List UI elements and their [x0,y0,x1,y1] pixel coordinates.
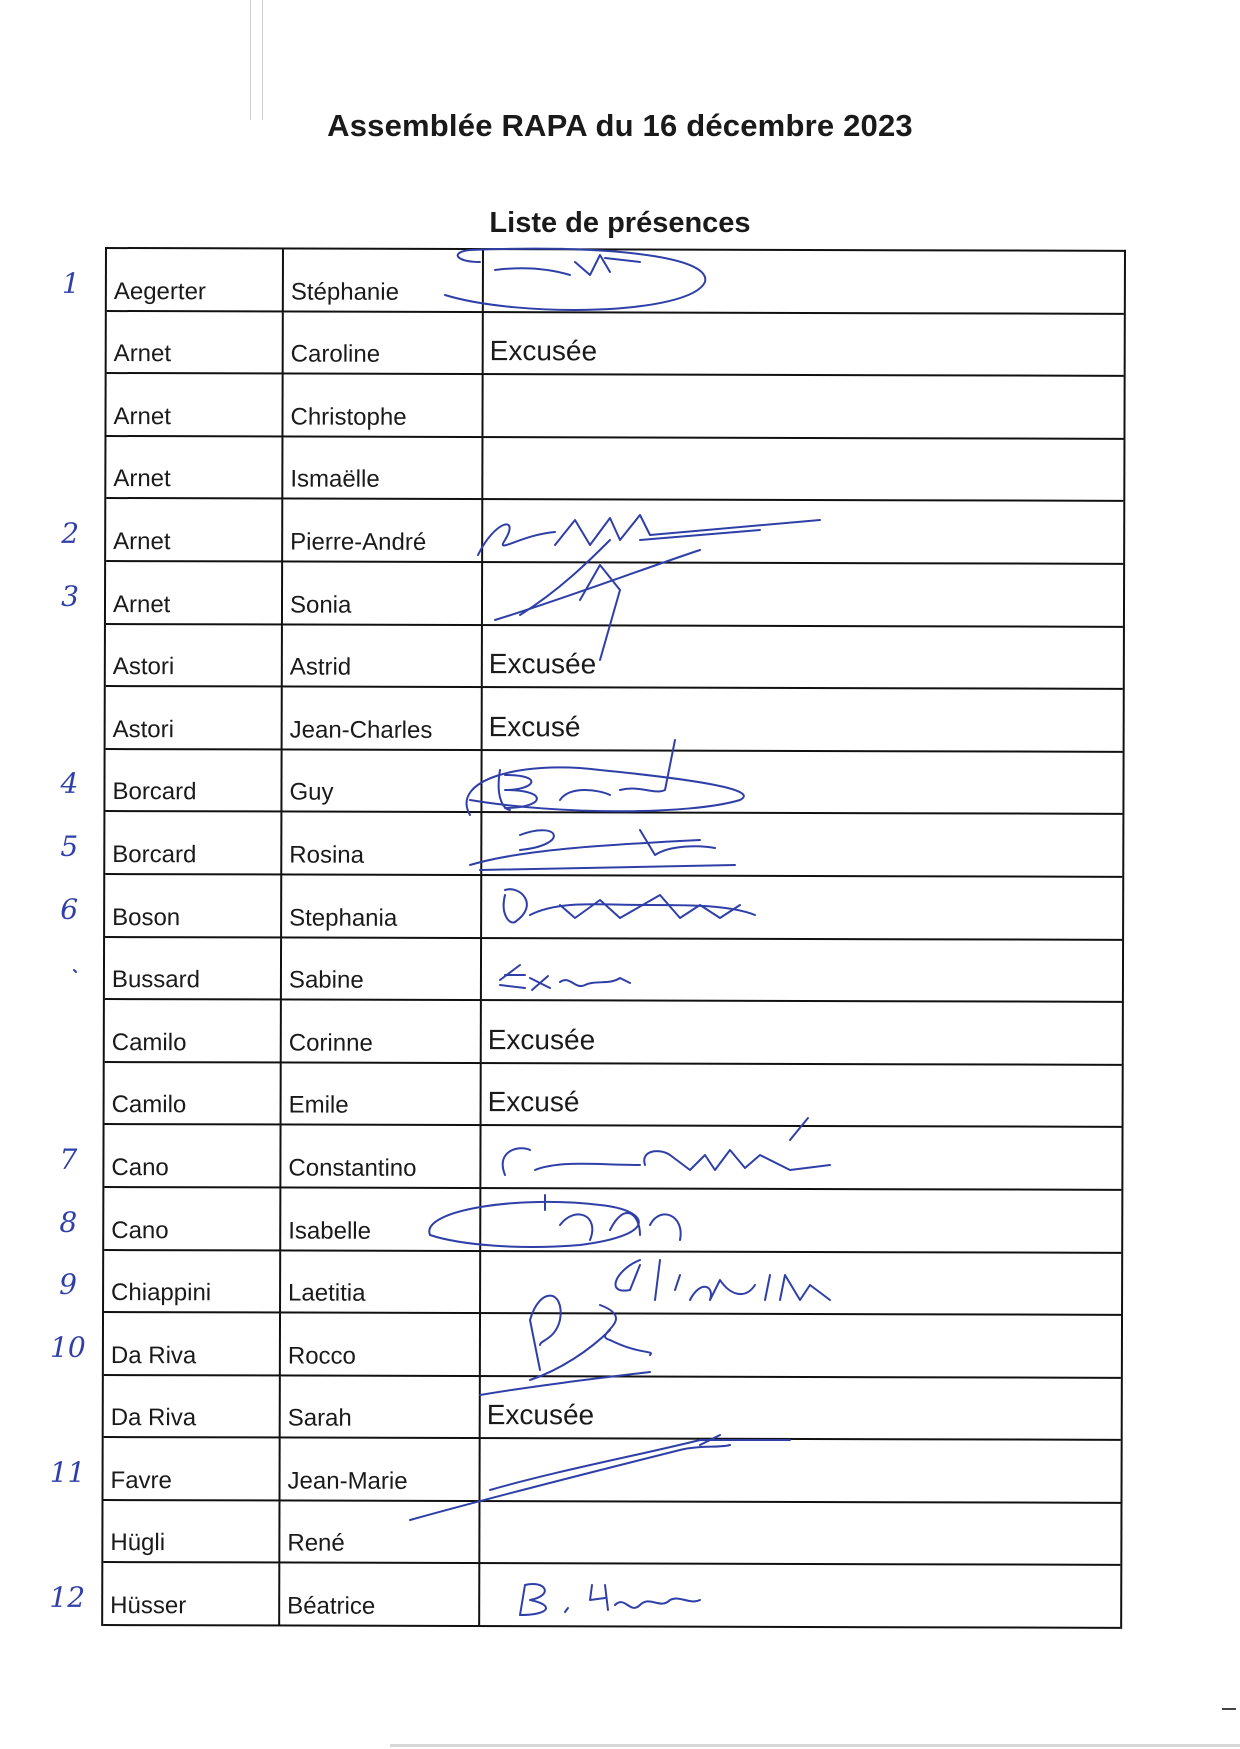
signature-status-cell [482,813,1122,875]
first-name-cell: Pierre-André [283,500,483,561]
table-row [59,1125,1121,1190]
last-name-cell: Da Riva [104,1376,281,1437]
document-title: Assemblée RAPA du 16 décembre 2023 [327,108,913,143]
table-row [61,499,1123,564]
attendee-number: 5 [60,829,79,863]
table-row [106,625,1123,690]
signature-status-cell [483,375,1123,437]
first-name-cell: Sabine [282,938,482,999]
last-name-cell: Arnet [107,312,284,373]
signature-status-cell [481,1126,1121,1188]
table-row [59,1251,1121,1316]
signature-status-cell [480,1565,1120,1627]
first-name-cell: Sonia [283,562,483,623]
table-row [106,374,1123,439]
first-name-cell: Constantino [281,1126,481,1187]
first-name-cell: Rocco [281,1314,481,1375]
table-row [59,1188,1121,1253]
table-row [105,1000,1122,1065]
table-row [60,750,1122,815]
table-row [105,1063,1122,1128]
first-name-cell: Isabelle [281,1188,481,1249]
signature-status-cell [482,939,1122,1001]
document-subtitle: Liste de présences [489,207,751,239]
last-name-cell: Aegerter [107,249,284,310]
last-name-cell: Camilo [105,1000,282,1061]
table-row [60,812,1122,877]
signature-status-cell [483,500,1123,562]
scan-mark [1222,1708,1236,1710]
attendee-number: 2 [61,516,80,550]
first-name-cell: Jean-Charles [283,688,483,749]
table-row [50,1313,1121,1378]
first-name-cell: Astrid [283,625,483,686]
table-row [49,1563,1120,1628]
signature-status-cell: Excusé [488,710,581,743]
last-name-cell: Arnet [106,499,283,560]
attendee-number: 10 [50,1330,86,1364]
last-name-cell: Bussard [105,938,282,999]
first-name-cell: Emile [282,1063,482,1124]
last-name-cell: Astori [106,687,283,748]
attendee-number: 3 [61,579,79,613]
last-name-cell: Boson [105,875,282,936]
signature-status-cell: Excusée [486,1399,595,1431]
signature-status-cell [481,1314,1121,1376]
first-name-cell: Béatrice [280,1564,480,1625]
scan-artifact [250,0,251,120]
signature-status-cell: Excusée [487,1023,596,1056]
last-name-cell: Da Riva [104,1313,281,1374]
signature-status-cell [481,1439,1121,1501]
signature-status-cell [480,1502,1120,1564]
signature-status-cell [483,563,1123,625]
table-row [49,1438,1120,1503]
attendee-number: 9 [59,1267,78,1302]
last-name-cell: Borcard [105,812,282,873]
last-name-cell: Cano [104,1125,281,1186]
last-name-cell: Favre [104,1438,281,1499]
first-name-cell: René [280,1501,480,1562]
first-name-cell: Guy [282,750,482,811]
signature-status-cell [482,876,1122,938]
table-row [60,875,1122,940]
first-name-cell: Stéphanie [284,249,484,310]
attendee-number: 1 [61,266,80,300]
table-row [61,249,1124,314]
scan-edge [390,1744,1240,1747]
attendee-number: 11 [49,1455,86,1489]
first-name-cell: Stephania [282,875,482,936]
scan-speck [74,970,76,972]
attendee-number: 6 [60,892,79,926]
signature-status-cell: Excusé [487,1086,580,1118]
last-name-cell: Astori [106,625,283,686]
attendee-number: 7 [59,1142,78,1176]
table-row [106,687,1123,752]
first-name-cell: Laetitia [281,1251,481,1312]
scan-artifact [262,0,263,120]
last-name-cell: Arnet [106,437,283,498]
first-name-cell: Corinne [282,1001,482,1062]
last-name-cell: Chiappini [104,1251,281,1312]
attendee-number: 4 [60,767,79,801]
signature-status-cell [483,438,1123,500]
signature-status-cell [481,1189,1121,1251]
table-row [107,312,1124,377]
signature-status-cell [484,250,1124,312]
last-name-cell: Hügli [103,1501,280,1562]
table-row [105,938,1122,1003]
last-name-cell: Arnet [106,562,283,623]
first-name-cell: Christophe [283,375,483,436]
table-row [103,1501,1120,1566]
first-name-cell: Sarah [281,1376,481,1437]
first-name-cell: Rosina [282,813,482,874]
last-name-cell: Camilo [105,1063,282,1124]
last-name-cell: Cano [104,1188,281,1249]
last-name-cell: Borcard [105,750,282,811]
last-name-cell: Hüsser [103,1563,280,1624]
signature-status-cell: Excusée [489,335,598,367]
table-row [61,562,1123,627]
first-name-cell: Ismaëlle [283,437,483,498]
signature-status-cell [481,1252,1121,1314]
table-row [106,437,1123,502]
attendee-number: 8 [59,1205,78,1239]
attendance-table [49,247,1126,1629]
last-name-cell: Arnet [106,374,283,435]
table-row [104,1376,1121,1441]
attendee-number: 12 [49,1580,86,1615]
signature-status-cell: Excusée [488,648,597,680]
first-name-cell: Caroline [284,312,484,373]
signature-status-cell [482,751,1122,813]
first-name-cell: Jean-Marie [281,1439,481,1500]
